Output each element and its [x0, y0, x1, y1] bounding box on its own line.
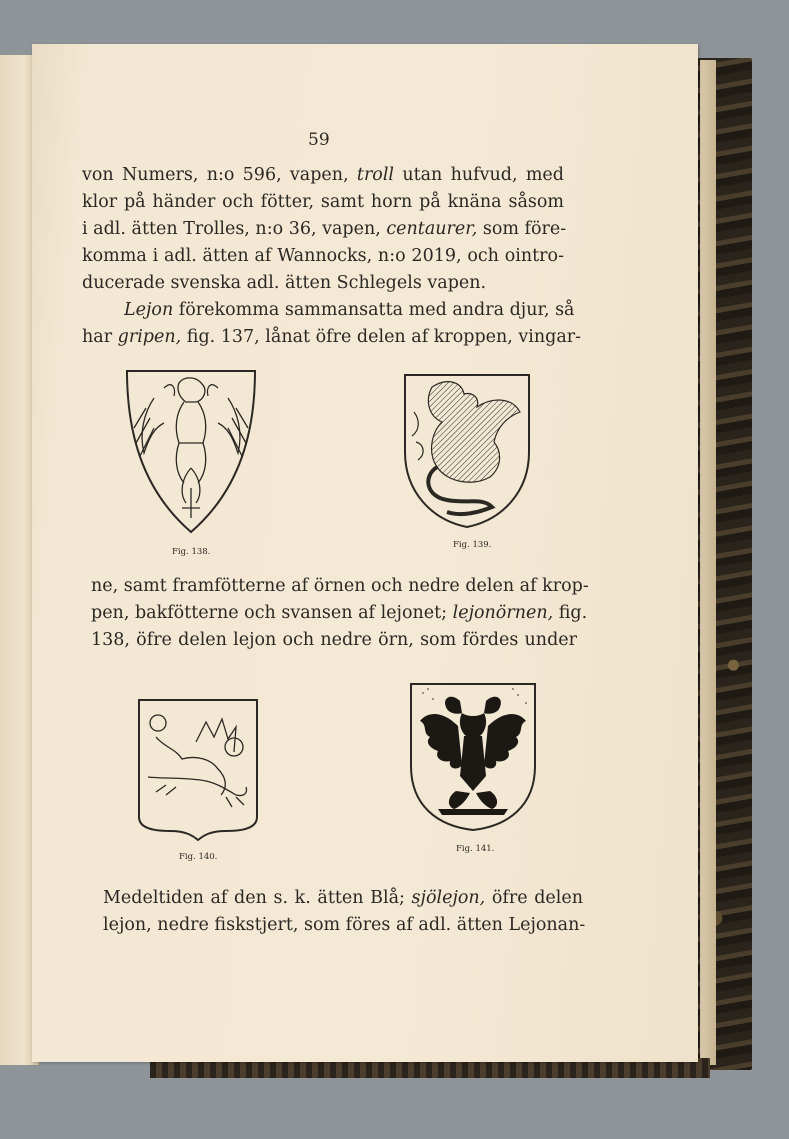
text-line: klor på händer och fötter, samt horn på knäna såsom	[82, 192, 564, 212]
text-line: ducerade svenska adl. ätten Schlegels vapen.	[82, 273, 487, 293]
text-line: har gripen, fig. 137, lånat öfre delen af kroppen, vingar-	[82, 327, 582, 347]
figure-caption: Fig. 138.	[172, 547, 211, 557]
text-line: Lejon förekomma sammansatta med andra djur, så	[124, 300, 575, 320]
paragraph-2	[91, 573, 589, 654]
coat-of-arms-fig-140	[136, 697, 260, 843]
text-line: pen, bakfötterne och svansen af lejonet; lejonörnen, fig.	[91, 603, 588, 623]
text-line: 138, öfre delen lejon och nedre örn, som fördes under	[91, 630, 577, 650]
page-edges	[700, 60, 716, 1065]
text-line: Medeltiden af den s. k. ätten Blå; sjölejon, öfre delen	[103, 888, 583, 908]
text-line: von Numers, n:o 596, vapen, troll utan hufvud, med	[82, 165, 564, 185]
text-line: lejon, nedre fiskstjert, som föres af adl. ätten Lejonan-	[103, 915, 586, 935]
coat-of-arms-fig-138	[124, 368, 258, 536]
text-line: komma i adl. ätten af Wannocks, n:o 2019, och ointro-	[82, 246, 564, 266]
coat-of-arms-fig-139	[402, 372, 532, 530]
text-line: ne, samt framfötterne af örnen och nedre delen af krop-	[91, 576, 589, 596]
page-number: 59	[308, 130, 330, 150]
figure-caption: Fig. 139.	[453, 540, 492, 550]
paragraph-3	[103, 885, 586, 939]
figure-caption: Fig. 140.	[179, 852, 218, 862]
text-line: i adl. ätten Trolles, n:o 36, vapen, centaurer, som före-	[82, 219, 567, 239]
figure-caption: Fig. 141.	[456, 844, 495, 854]
paragraph-1	[82, 162, 582, 351]
coat-of-arms-fig-141	[408, 681, 538, 833]
